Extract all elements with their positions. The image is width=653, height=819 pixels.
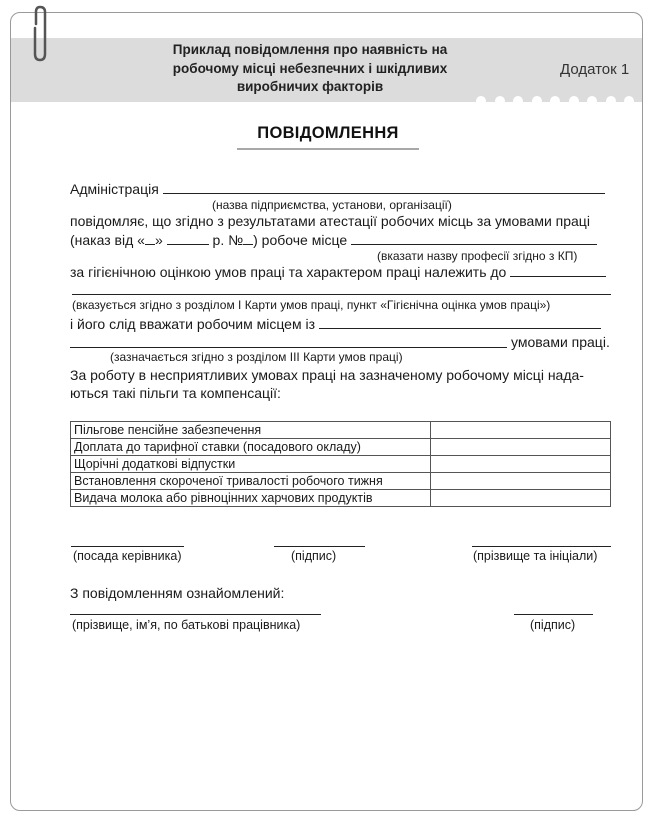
administration-label: Адміністрація <box>70 181 159 197</box>
order-year-label: р. № <box>212 232 244 248</box>
order-line <box>70 231 611 249</box>
employee-signature-label: (підпис) <box>530 618 576 632</box>
administration-hint: (назва підприємства, установи, організації) <box>212 198 452 212</box>
header-title-line: Приклад повідомлення про наявність на <box>172 42 448 57</box>
hygiene-text: за гігієнічною оцінкою умов праці та характером праці належить до <box>70 264 507 280</box>
benefit-value-cell[interactable] <box>431 490 611 507</box>
employee-name-label: (прізвище, ім’я, по батькові працівника) <box>72 618 301 632</box>
benefit-value-cell[interactable] <box>431 456 611 473</box>
administration-field[interactable] <box>163 180 605 194</box>
name-signature-line[interactable] <box>472 546 611 547</box>
order-prefix: (наказ від « <box>70 232 145 248</box>
table-row <box>71 422 611 439</box>
benefits-table <box>70 421 611 507</box>
annex-label: Додаток 1 <box>560 61 630 78</box>
header-title-line: робочому місці небезпечних і шкідливих <box>172 60 448 76</box>
position-signature-line[interactable] <box>71 546 184 547</box>
workplace-field[interactable] <box>351 231 597 245</box>
notifies-line: повідомляє, що згідно з результатами атестації робочих місць за умовами праці <box>70 213 590 229</box>
decorative-dots <box>476 96 634 106</box>
table-row <box>71 439 611 456</box>
table-row <box>71 456 611 473</box>
name-label: (прізвище та ініціали) <box>473 549 598 563</box>
hygiene-hint: (вказується згідно з розділом І Карти умов праці, пункт «Гігієнічна оцінка умов праці») <box>72 298 551 312</box>
workplace-conditions-line <box>70 315 611 333</box>
hygiene-class-field-continued[interactable] <box>72 294 611 295</box>
signature-label: (підпис) <box>291 549 337 563</box>
benefits-intro-line-1: За роботу в несприятливих умовах праці на зазначеному робочому місці нада- <box>70 367 584 383</box>
table-row <box>71 490 611 507</box>
conditions-hint: (зазначається згідно з розділом ІІІ Карти умов праці) <box>110 350 403 364</box>
position-label: (посада керівника) <box>73 549 182 563</box>
conditions-field-continued[interactable] <box>70 347 507 348</box>
profession-hint: (вказати назву професії згідно з КП) <box>377 249 578 263</box>
paperclip-icon <box>29 4 51 64</box>
employee-name-line[interactable] <box>70 614 321 615</box>
conditions-field[interactable] <box>319 315 601 329</box>
benefits-intro-line-2: ються такі пільги та компенсації: <box>70 385 281 401</box>
table-row <box>71 473 611 490</box>
order-month-field[interactable] <box>167 231 209 245</box>
workplace-conditions-text: і його слід вважати робочим місцем із <box>70 316 316 332</box>
benefit-label: Доплата до тарифної ставки (посадового окладу) <box>71 439 431 456</box>
hygiene-class-field[interactable] <box>510 263 606 277</box>
header-title-line: виробничих факторів <box>236 79 384 94</box>
header-title <box>150 41 470 97</box>
order-suffix: ) робоче місце <box>253 232 348 248</box>
document-title: ПОВІДОМЛЕННЯ <box>257 124 399 142</box>
order-quote: » <box>154 232 163 248</box>
employee-signature-line[interactable] <box>514 614 593 615</box>
benefit-value-cell[interactable] <box>431 422 611 439</box>
conditions-suffix: умовами праці. <box>511 334 610 350</box>
benefit-label: Видача молока або рівноцінних харчових продуктів <box>71 490 431 507</box>
acknowledged-title: З повідомленням ознайомлений: <box>70 585 285 601</box>
signature-line[interactable] <box>274 546 365 547</box>
administration-line <box>70 180 611 198</box>
order-number-field[interactable] <box>243 231 253 245</box>
benefit-label: Пільгове пенсійне забезпечення <box>71 422 431 439</box>
benefit-value-cell[interactable] <box>431 439 611 456</box>
title-underline <box>237 148 419 150</box>
hygiene-line <box>70 263 611 281</box>
benefit-value-cell[interactable] <box>431 473 611 490</box>
benefit-label: Встановлення скороченої тривалості робочого тижня <box>71 473 431 490</box>
benefit-label: Щорічні додаткові відпустки <box>71 456 431 473</box>
order-day-field[interactable] <box>145 231 155 245</box>
